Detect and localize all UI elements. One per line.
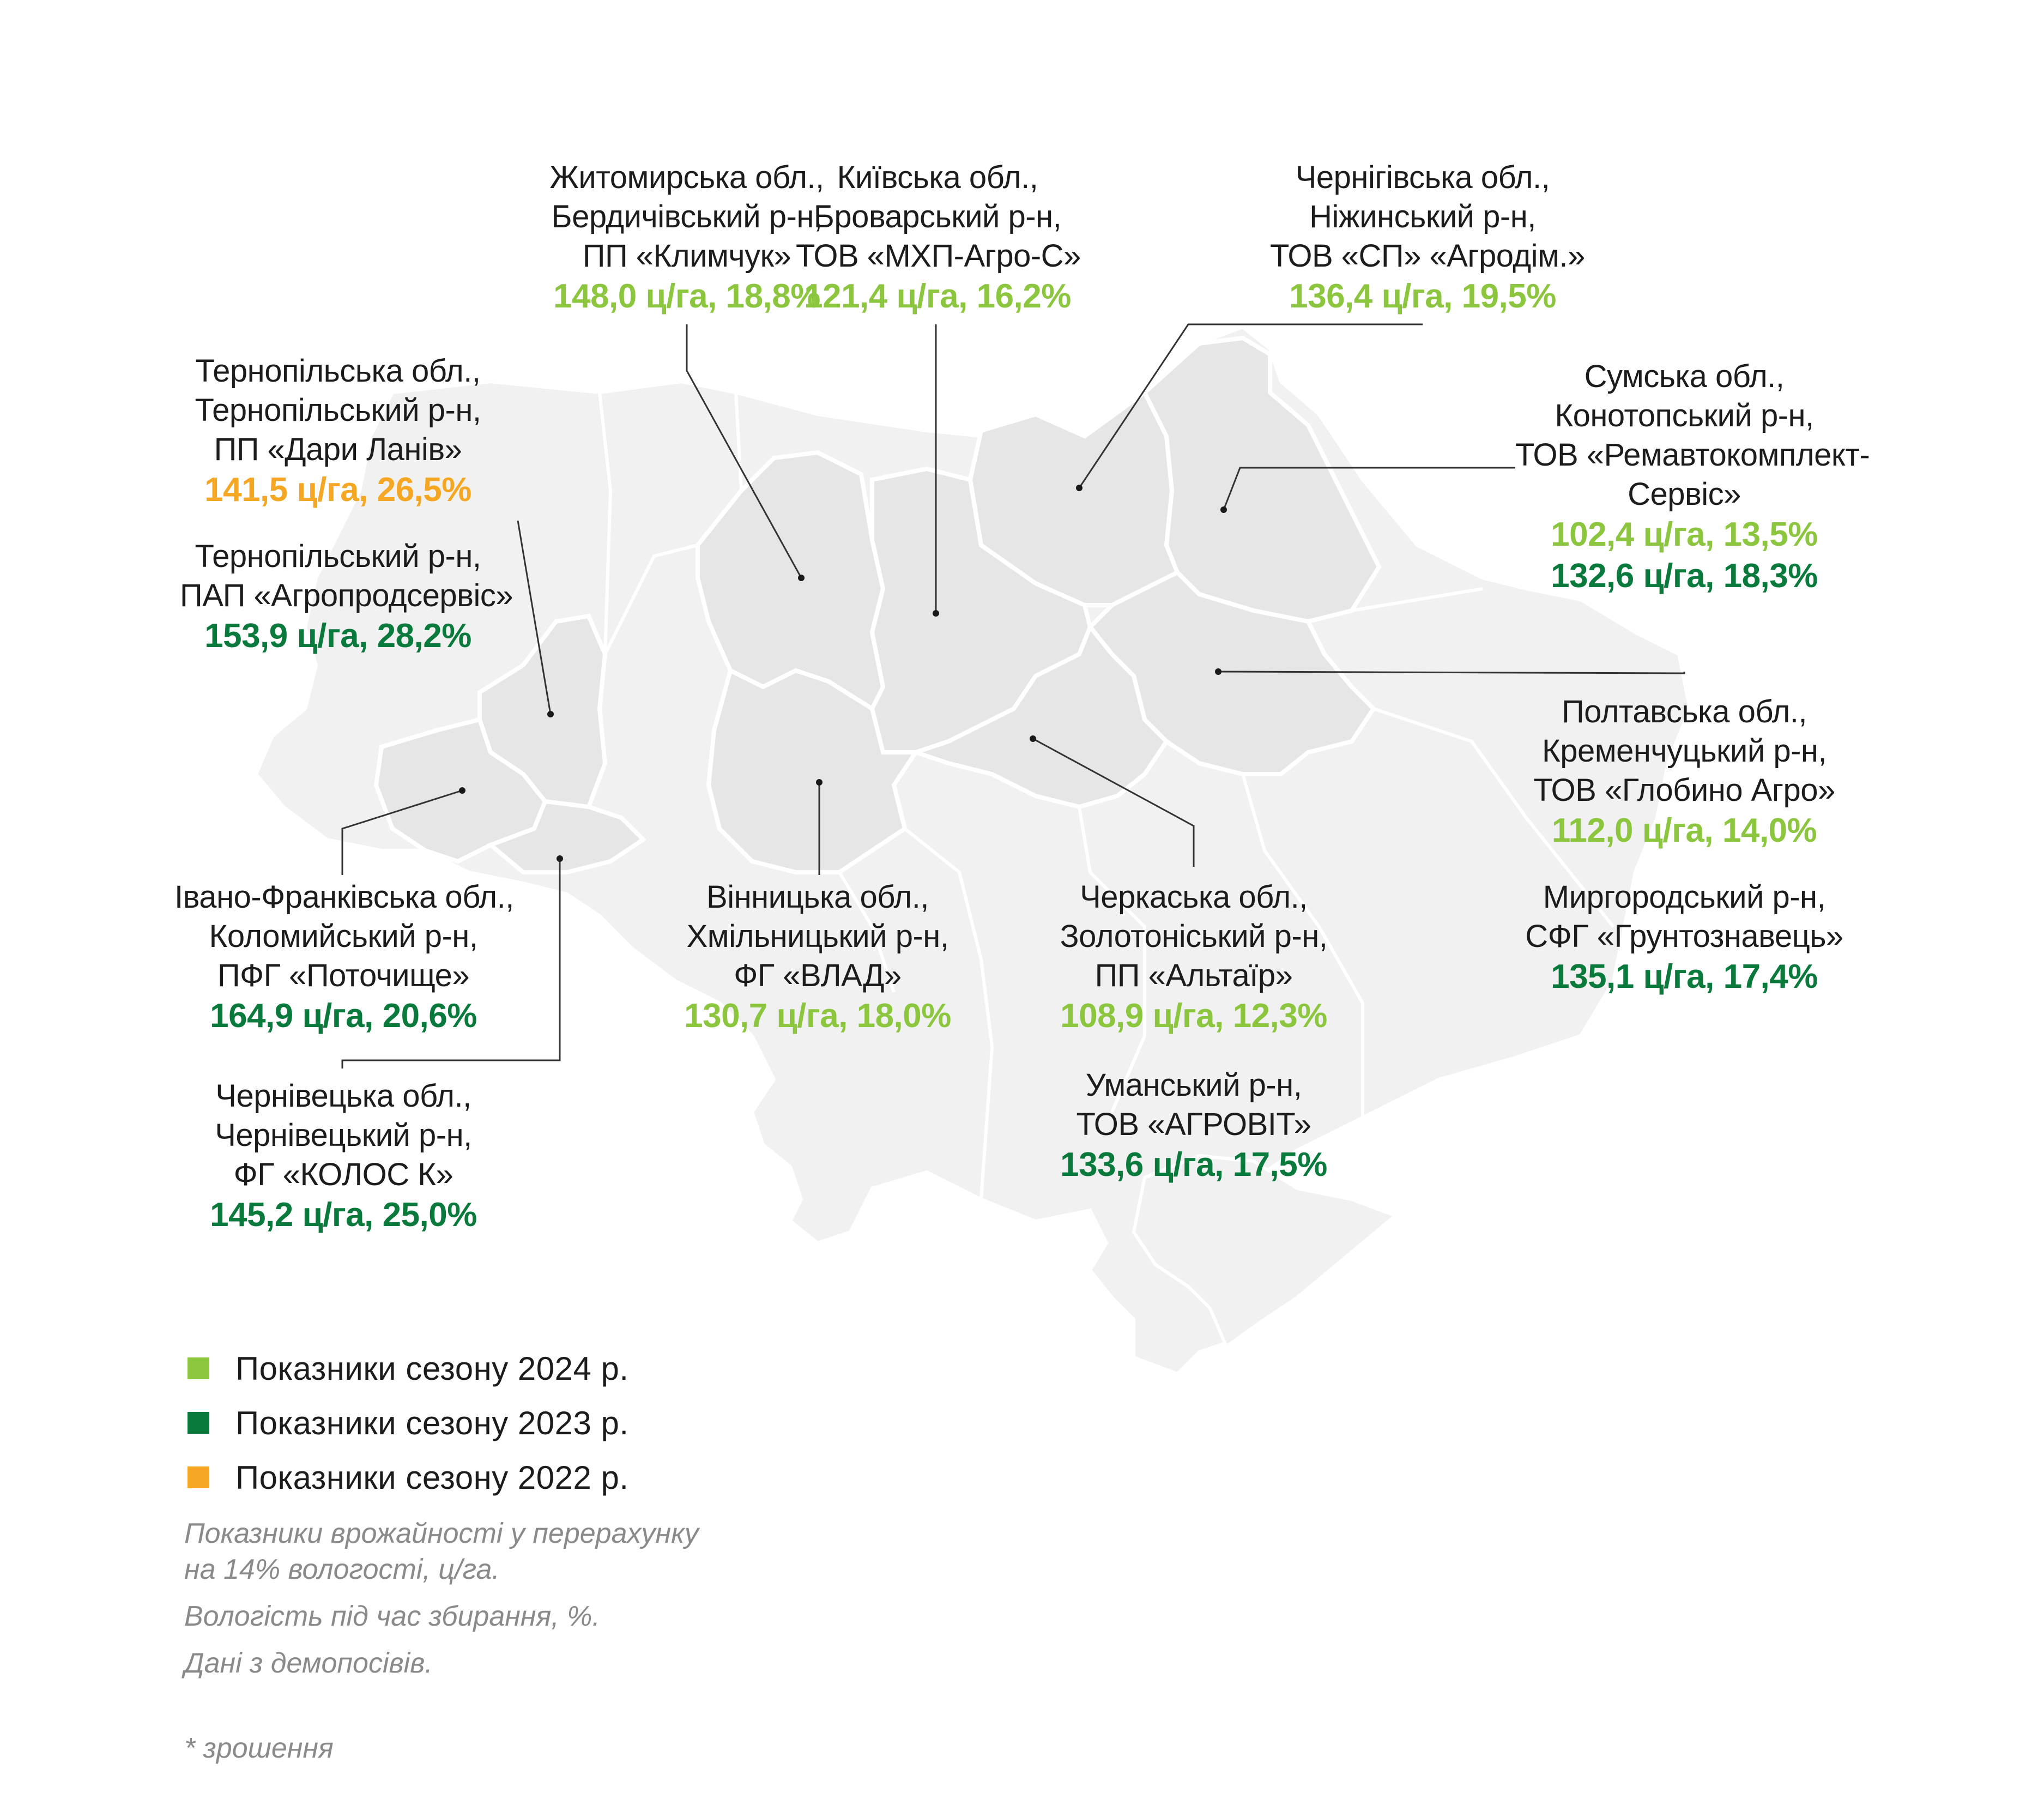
label-line: Ніжинський р-н, — [1309, 199, 1536, 234]
yield-value: 108,9 ц/га, 12,3% — [1060, 997, 1327, 1035]
label-line: ФГ «ВЛАД» — [734, 958, 902, 993]
label-line: ТОВ «Глобино Агро» — [1533, 772, 1835, 808]
legend-swatch-2023 — [188, 1412, 209, 1434]
yield-value: 164,9 ц/га, 20,6% — [210, 997, 477, 1035]
label-line: ПП «Климчук» — [582, 238, 791, 274]
label-line: ПП «Альтаїр» — [1094, 958, 1293, 993]
label-line: Коломийський р-н, — [209, 919, 478, 954]
label-line: ПФГ «Поточище» — [217, 958, 470, 993]
label-line: Золотоніський р-н, — [1060, 919, 1328, 954]
dot-zhytomyr — [798, 575, 805, 581]
note-yield-line2: на 14% вологості, ц/га. — [184, 1554, 500, 1585]
legend-swatch-2024 — [188, 1357, 209, 1379]
yield-value: 112,0 ц/га, 14,0% — [1551, 812, 1817, 849]
dot-ivano — [459, 787, 465, 794]
label-line: Житомирська обл., — [549, 160, 824, 195]
dot-chernivtsi — [557, 855, 563, 862]
note-source: Дані з демопосівів. — [184, 1647, 433, 1679]
dot-ternopil — [547, 711, 554, 717]
label-line: Тернопільський р-н, — [195, 539, 481, 574]
legend — [188, 1341, 629, 1505]
legend-label: Показники сезону 2023 р. — [235, 1404, 629, 1441]
label-line: ПП «Дари Ланів» — [214, 432, 462, 467]
label-line: Сервіс» — [1628, 476, 1741, 512]
yield-value: 121,4 ц/га, 16,2% — [804, 277, 1071, 315]
label-myrhorod — [1521, 878, 1848, 998]
label-line: Полтавська обл., — [1561, 694, 1807, 729]
legend-swatch-2022 — [188, 1466, 209, 1488]
label-uman — [1052, 1066, 1335, 1186]
yield-value: 145,2 ц/га, 25,0% — [210, 1196, 477, 1234]
legend-label: Показники сезону 2024 р. — [235, 1350, 629, 1387]
label-ternopil-2 — [180, 537, 513, 657]
label-line: Броварський р-н, — [813, 199, 1062, 234]
yield-value: 136,4 ц/га, 19,5% — [1289, 277, 1556, 315]
label-sumy — [1515, 357, 1870, 597]
notes — [184, 1516, 699, 1777]
label-kyiv — [796, 158, 1079, 317]
label-line: Вінницька обл., — [706, 879, 929, 915]
note-yield-line1: Показники врожайності у перерахунку — [184, 1518, 699, 1549]
label-line: Івано-Франківська обл., — [174, 879, 514, 915]
label-line: Тернопільська обл., — [195, 353, 481, 389]
label-line: ТОВ «СП» «Агродім.» — [1270, 238, 1585, 274]
legend-label: Показники сезону 2022 р. — [235, 1459, 629, 1496]
label-cherkasy — [1052, 878, 1335, 1037]
label-line: Чернівецький р-н, — [215, 1118, 472, 1153]
yield-value: 153,9 ц/га, 28,2% — [204, 617, 471, 655]
label-line: Київська обл., — [837, 160, 1038, 195]
label-line: Кременчуцький р-н, — [1541, 733, 1827, 769]
label-line: Миргородський р-н, — [1543, 879, 1826, 915]
label-vinnytsia — [676, 878, 959, 1037]
label-line: Сумська обл., — [1584, 359, 1785, 394]
label-line: ФГ «КОЛОС К» — [233, 1157, 453, 1192]
label-ternopil — [185, 352, 491, 511]
label-poltava — [1526, 692, 1842, 852]
label-line: Бердичівський р-н, — [551, 199, 823, 234]
yield-value: 102,4 ц/га, 13,5% — [1551, 516, 1818, 553]
label-ivano-frankivsk — [174, 878, 512, 1037]
label-chernihiv — [1270, 158, 1585, 317]
legend-item-2022 — [188, 1450, 629, 1505]
label-line: ТОВ «АГРОВІТ» — [1076, 1107, 1311, 1142]
label-line: Чернігівська обл., — [1295, 160, 1550, 195]
dot-cherkasy — [1030, 735, 1036, 742]
yield-value: 130,7 ц/га, 18,0% — [684, 997, 951, 1035]
legend-item-2024 — [188, 1341, 629, 1396]
dot-kyiv — [933, 610, 939, 617]
label-line: Черкаська обл., — [1080, 879, 1308, 915]
legend-item-2023 — [188, 1396, 629, 1450]
label-line: ПАП «Агропродсервіс» — [180, 578, 513, 613]
dot-vinnytsia — [816, 779, 823, 786]
label-line: Хмільницький р-н, — [686, 919, 949, 954]
dot-chernihiv — [1076, 485, 1083, 491]
note-moisture: Вологість під час збирання, %. — [184, 1601, 600, 1632]
label-line: Тернопільський р-н, — [195, 393, 481, 428]
dot-poltava — [1215, 668, 1221, 675]
label-line: СФГ «Грунтознавець» — [1525, 919, 1843, 954]
label-chernivtsi — [196, 1077, 491, 1236]
label-zhytomyr — [545, 158, 829, 317]
label-line: Уманський р-н, — [1085, 1067, 1302, 1103]
note-footnote: * зрошення — [184, 1733, 334, 1764]
yield-value: 133,6 ц/га, 17,5% — [1060, 1146, 1327, 1184]
yield-value: 148,0 ц/га, 18,8% — [553, 277, 820, 315]
label-line: ТОВ «МХП-Агро-С» — [796, 238, 1081, 274]
label-line: Конотопський р-н, — [1555, 398, 1814, 433]
label-line: Чернівецька обл., — [215, 1078, 471, 1114]
dot-sumy — [1220, 506, 1227, 513]
yield-value: 141,5 ц/га, 26,5% — [204, 471, 471, 509]
yield-value: 132,6 ц/га, 18,3% — [1551, 557, 1818, 595]
yield-value: 135,1 ц/га, 17,4% — [1551, 958, 1818, 995]
label-line: ТОВ «Ремавтокомплект- — [1515, 437, 1870, 473]
